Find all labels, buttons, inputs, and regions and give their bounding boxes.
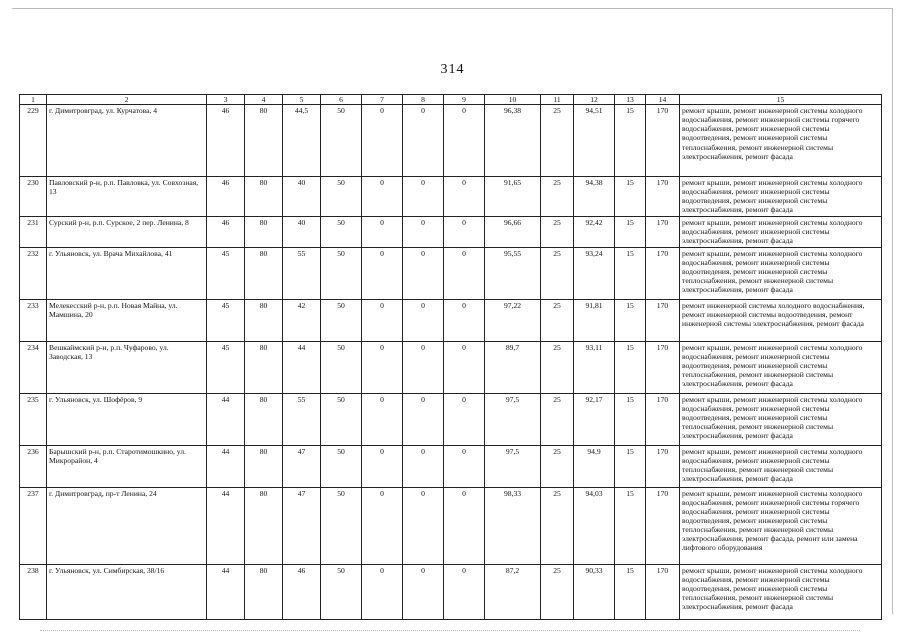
cell-c10: 95,55 xyxy=(485,247,541,299)
cell-c7: 0 xyxy=(362,299,403,341)
cell-c13: 15 xyxy=(615,216,646,247)
cell-c7: 0 xyxy=(362,487,403,564)
cell-n: 235 xyxy=(20,393,47,445)
cell-c12: 94,51 xyxy=(574,105,615,177)
cell-c6: 50 xyxy=(321,299,362,341)
cell-c5: 44 xyxy=(283,341,321,393)
cell-c8: 0 xyxy=(403,393,444,445)
cell-works: ремонт крыши, ремонт инженерной системы холодного водоснабжения, ремонт инженерной системы водоотведения, ремонт инженерной системы электроснабжения, ремонт фасада xyxy=(680,177,882,216)
cell-c14: 170 xyxy=(646,445,680,487)
cell-c14: 170 xyxy=(646,216,680,247)
column-header-2: 2 xyxy=(47,95,207,105)
cell-c12: 94,9 xyxy=(574,445,615,487)
cell-c5: 40 xyxy=(283,177,321,216)
cell-n: 236 xyxy=(20,445,47,487)
cell-c14: 170 xyxy=(646,564,680,619)
column-header-10: 10 xyxy=(485,95,541,105)
column-header-6: 6 xyxy=(321,95,362,105)
cell-c13: 15 xyxy=(615,487,646,564)
cell-c5: 47 xyxy=(283,445,321,487)
cell-c10: 97,5 xyxy=(485,393,541,445)
column-header-7: 7 xyxy=(362,95,403,105)
cell-address: Вешкаймский р-н, р.п. Чуфарово, ул. Заводская, 13 xyxy=(47,341,207,393)
table-row xyxy=(20,487,882,564)
table-row xyxy=(20,216,882,247)
column-header-13: 13 xyxy=(615,95,646,105)
table-row xyxy=(20,105,882,177)
cell-c11: 25 xyxy=(541,105,574,177)
cell-c9: 0 xyxy=(444,564,485,619)
cell-c10: 87,2 xyxy=(485,564,541,619)
cell-c9: 0 xyxy=(444,299,485,341)
cell-c13: 15 xyxy=(615,445,646,487)
cell-c11: 25 xyxy=(541,299,574,341)
cell-c10: 97,5 xyxy=(485,445,541,487)
cell-works: ремонт крыши, ремонт инженерной системы холодного водоснабжения, ремонт инженерной системы электроснабжения, ремонт фасада xyxy=(680,216,882,247)
cell-c3: 45 xyxy=(207,341,245,393)
cell-c14: 170 xyxy=(646,487,680,564)
table-row xyxy=(20,564,882,619)
cell-n: 229 xyxy=(20,105,47,177)
cell-c11: 25 xyxy=(541,216,574,247)
column-header-4: 4 xyxy=(245,95,283,105)
cell-c3: 44 xyxy=(207,564,245,619)
cell-n: 233 xyxy=(20,299,47,341)
cell-c11: 25 xyxy=(541,177,574,216)
cell-c8: 0 xyxy=(403,177,444,216)
cell-works: ремонт крыши, ремонт инженерной системы холодного водоснабжения, ремонт инженерной системы водоотведения, ремонт инженерной системы теплоснабжения, ремонт инженерной системы электроснабжения, ремонт фасада xyxy=(680,341,882,393)
cell-n: 238 xyxy=(20,564,47,619)
cell-c12: 94,03 xyxy=(574,487,615,564)
column-header-3: 3 xyxy=(207,95,245,105)
column-header-11: 11 xyxy=(541,95,574,105)
cell-c6: 50 xyxy=(321,393,362,445)
cell-c3: 45 xyxy=(207,247,245,299)
cell-c13: 15 xyxy=(615,247,646,299)
cell-c6: 50 xyxy=(321,341,362,393)
cell-c11: 25 xyxy=(541,564,574,619)
column-header-15: 15 xyxy=(680,95,882,105)
cell-c14: 170 xyxy=(646,299,680,341)
cell-c9: 0 xyxy=(444,487,485,564)
page-number: 314 xyxy=(440,62,465,77)
cell-c10: 91,65 xyxy=(485,177,541,216)
cell-c5: 40 xyxy=(283,216,321,247)
cell-c4: 80 xyxy=(245,445,283,487)
cell-c12: 92,42 xyxy=(574,216,615,247)
cell-c14: 170 xyxy=(646,177,680,216)
column-header-9: 9 xyxy=(444,95,485,105)
cell-c9: 0 xyxy=(444,445,485,487)
table-row xyxy=(20,341,882,393)
table-row xyxy=(20,393,882,445)
cell-c6: 50 xyxy=(321,445,362,487)
cell-c6: 50 xyxy=(321,216,362,247)
scan-footer-line xyxy=(40,630,860,633)
cell-c9: 0 xyxy=(444,105,485,177)
cell-c11: 25 xyxy=(541,247,574,299)
cell-c3: 44 xyxy=(207,445,245,487)
cell-c7: 0 xyxy=(362,247,403,299)
cell-c7: 0 xyxy=(362,216,403,247)
cell-c7: 0 xyxy=(362,445,403,487)
cell-c14: 170 xyxy=(646,247,680,299)
cell-c7: 0 xyxy=(362,564,403,619)
cell-c3: 45 xyxy=(207,299,245,341)
cell-c13: 15 xyxy=(615,393,646,445)
cell-c9: 0 xyxy=(444,216,485,247)
cell-works: ремонт инженерной системы холодного водоснабжения, ремонт инженерной системы водоотведения, ремонт инженерной системы электроснабжения, ремонт фасада xyxy=(680,299,882,341)
cell-address: Сурский р-н, р.п. Сурское, 2 пер. Ленина, 8 xyxy=(47,216,207,247)
cell-c3: 46 xyxy=(207,216,245,247)
cell-c14: 170 xyxy=(646,393,680,445)
cell-c11: 25 xyxy=(541,487,574,564)
table-header-row xyxy=(20,95,882,105)
cell-address: г. Ульяновск, ул. Симбирская, 38/16 xyxy=(47,564,207,619)
table-row xyxy=(20,177,882,216)
cell-c14: 170 xyxy=(646,341,680,393)
table-row xyxy=(20,247,882,299)
cell-c10: 98,33 xyxy=(485,487,541,564)
cell-c13: 15 xyxy=(615,564,646,619)
cell-address: г. Ульяновск, ул. Шофёров, 9 xyxy=(47,393,207,445)
cell-c3: 44 xyxy=(207,393,245,445)
cell-c6: 50 xyxy=(321,105,362,177)
cell-c6: 50 xyxy=(321,487,362,564)
table-row xyxy=(20,299,882,341)
table-row xyxy=(20,445,882,487)
cell-c8: 0 xyxy=(403,445,444,487)
cell-works: ремонт крыши, ремонт инженерной системы холодного водоснабжения, ремонт инженерной системы горячего водоснабжения, ремонт инженерной системы водоотведения, ремонт инженерной системы теплоснабжения, ремонт инженерной системы электроснабжения, ремонт фасада, ремонт или замена лифтового оборудования xyxy=(680,487,882,564)
cell-c12: 94,38 xyxy=(574,177,615,216)
cell-n: 230 xyxy=(20,177,47,216)
cell-c10: 97,22 xyxy=(485,299,541,341)
cell-address: Павловский р-н, р.п. Павловка, ул. Совхозная, 13 xyxy=(47,177,207,216)
cell-c13: 15 xyxy=(615,341,646,393)
cell-c13: 15 xyxy=(615,177,646,216)
cell-c9: 0 xyxy=(444,247,485,299)
cell-c9: 0 xyxy=(444,177,485,216)
cell-c13: 15 xyxy=(615,105,646,177)
cell-c4: 80 xyxy=(245,216,283,247)
cell-c11: 25 xyxy=(541,445,574,487)
cell-c11: 25 xyxy=(541,341,574,393)
cell-c4: 80 xyxy=(245,105,283,177)
cell-c4: 80 xyxy=(245,564,283,619)
cell-c10: 89,7 xyxy=(485,341,541,393)
cell-c10: 96,38 xyxy=(485,105,541,177)
cell-c3: 46 xyxy=(207,105,245,177)
cell-n: 234 xyxy=(20,341,47,393)
cell-c6: 50 xyxy=(321,564,362,619)
cell-c4: 80 xyxy=(245,393,283,445)
cell-c4: 80 xyxy=(245,177,283,216)
cell-c4: 80 xyxy=(245,247,283,299)
repair-register-table xyxy=(19,94,882,620)
cell-works: ремонт крыши, ремонт инженерной системы холодного водоснабжения, ремонт инженерной системы водоотведения, ремонт инженерной системы теплоснабжения, ремонт инженерной системы электроснабжения, ремонт фасада xyxy=(680,393,882,445)
cell-c8: 0 xyxy=(403,299,444,341)
cell-c9: 0 xyxy=(444,341,485,393)
cell-c4: 80 xyxy=(245,341,283,393)
cell-c8: 0 xyxy=(403,216,444,247)
cell-c8: 0 xyxy=(403,341,444,393)
cell-c12: 93,24 xyxy=(574,247,615,299)
cell-c9: 0 xyxy=(444,393,485,445)
cell-c8: 0 xyxy=(403,247,444,299)
cell-c4: 80 xyxy=(245,487,283,564)
cell-c7: 0 xyxy=(362,177,403,216)
cell-c5: 55 xyxy=(283,393,321,445)
cell-c7: 0 xyxy=(362,341,403,393)
cell-c12: 91,81 xyxy=(574,299,615,341)
cell-works: ремонт крыши, ремонт инженерной системы холодного водоснабжения, ремонт инженерной системы горячего водоснабжения, ремонт инженерной системы водоотведения, ремонт инженерной системы теплоснабжения, ремонт инженерной системы электроснабжения, ремонт фасада xyxy=(680,105,882,177)
cell-c8: 0 xyxy=(403,564,444,619)
cell-c7: 0 xyxy=(362,105,403,177)
cell-c8: 0 xyxy=(403,105,444,177)
cell-c3: 46 xyxy=(207,177,245,216)
column-header-8: 8 xyxy=(403,95,444,105)
cell-c12: 92,17 xyxy=(574,393,615,445)
cell-c5: 47 xyxy=(283,487,321,564)
cell-n: 231 xyxy=(20,216,47,247)
column-header-14: 14 xyxy=(646,95,680,105)
column-header-1: 1 xyxy=(20,95,47,105)
cell-address: г. Ульяновск, ул. Врача Михайлова, 41 xyxy=(47,247,207,299)
cell-c4: 80 xyxy=(245,299,283,341)
cell-c8: 0 xyxy=(403,487,444,564)
cell-n: 232 xyxy=(20,247,47,299)
cell-c5: 55 xyxy=(283,247,321,299)
cell-c7: 0 xyxy=(362,393,403,445)
cell-address: Барышский р-н, р.п. Старотимошкино, ул. Микрорайон, 4 xyxy=(47,445,207,487)
cell-works: ремонт крыши, ремонт инженерной системы холодного водоснабжения, ремонт инженерной системы водоотведения, ремонт инженерной системы теплоснабжения, ремонт инженерной системы электроснабжения, ремонт фасада xyxy=(680,247,882,299)
cell-c12: 93,11 xyxy=(574,341,615,393)
cell-address: г. Димитровград, пр-т Ленина, 24 xyxy=(47,487,207,564)
cell-address: Мелекесский р-н, р.п. Новая Майна, ул. Мамшина, 20 xyxy=(47,299,207,341)
cell-c14: 170 xyxy=(646,105,680,177)
cell-c12: 90,33 xyxy=(574,564,615,619)
cell-c5: 44,5 xyxy=(283,105,321,177)
column-header-5: 5 xyxy=(283,95,321,105)
cell-c13: 15 xyxy=(615,299,646,341)
cell-c5: 46 xyxy=(283,564,321,619)
cell-works: ремонт крыши, ремонт инженерной системы холодного водоснабжения, ремонт инженерной системы теплоснабжения, ремонт инженерной системы электроснабжения, ремонт фасада xyxy=(680,445,882,487)
cell-c6: 50 xyxy=(321,177,362,216)
cell-c3: 44 xyxy=(207,487,245,564)
cell-c10: 96,66 xyxy=(485,216,541,247)
table-body xyxy=(20,105,882,619)
cell-c6: 50 xyxy=(321,247,362,299)
cell-works: ремонт крыши, ремонт инженерной системы холодного водоснабжения, ремонт инженерной системы водоотведения, ремонт инженерной системы теплоснабжения, ремонт инженерной системы электроснабжения, ремонт фасада xyxy=(680,564,882,619)
column-header-12: 12 xyxy=(574,95,615,105)
cell-n: 237 xyxy=(20,487,47,564)
cell-c11: 25 xyxy=(541,393,574,445)
cell-address: г. Димитровград, ул. Курчатова, 4 xyxy=(47,105,207,177)
cell-c5: 42 xyxy=(283,299,321,341)
